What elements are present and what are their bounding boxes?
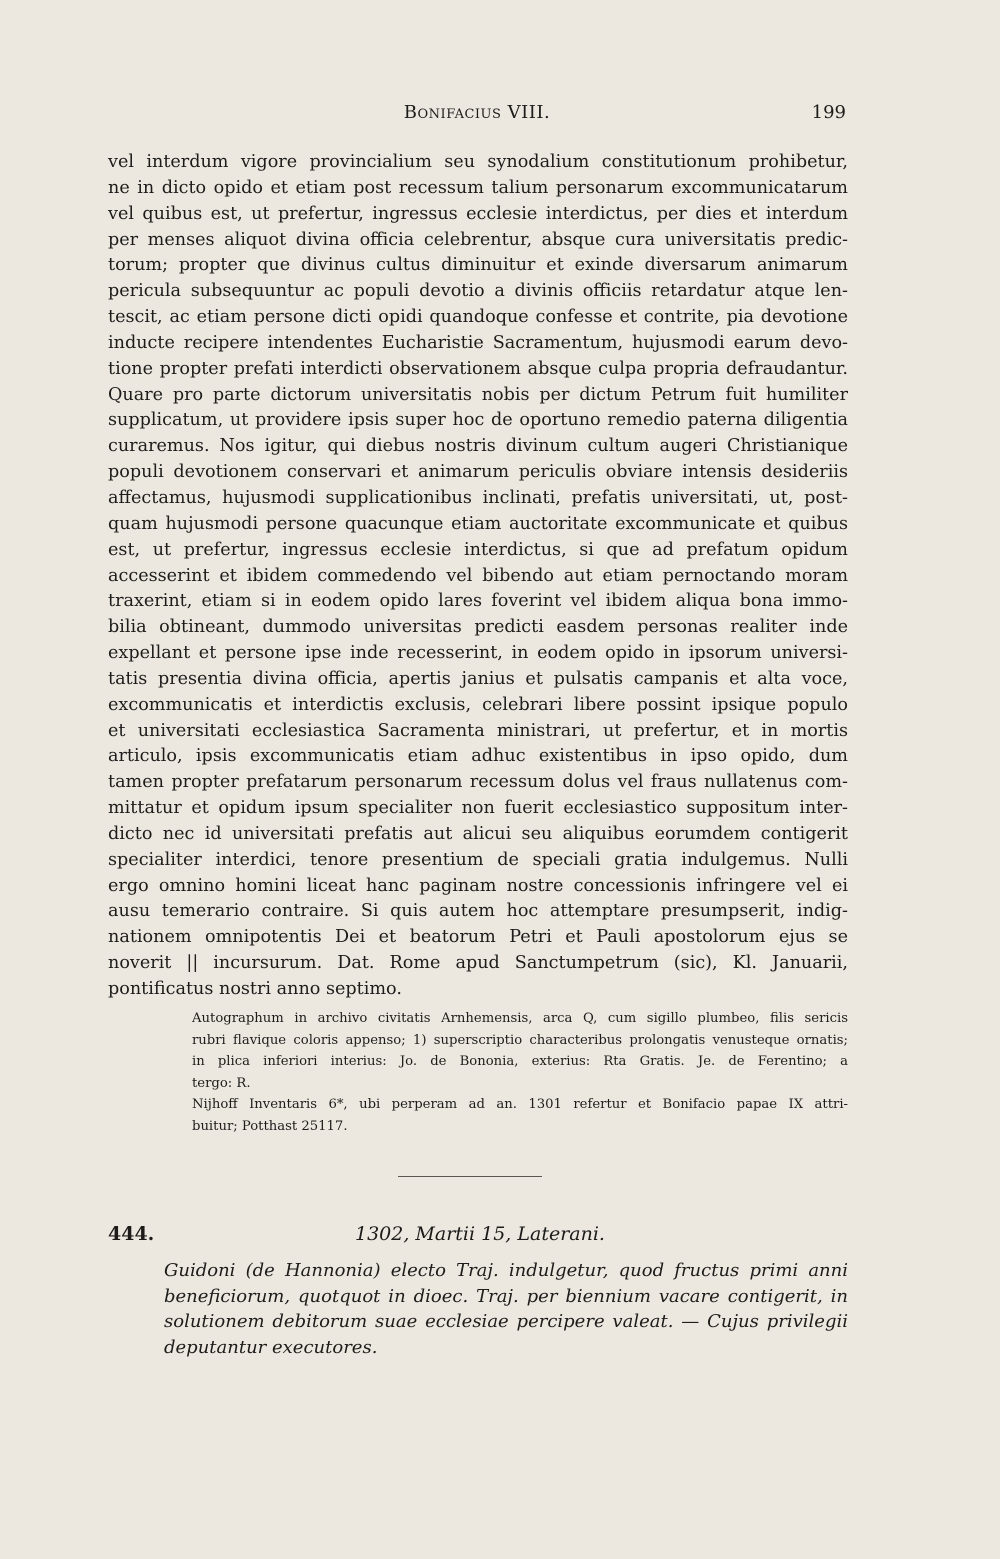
text-line: populi devotionem conservari et animarum periculis obviare intensis desideriis — [108, 462, 848, 483]
summary-line: solutionem debitorum suae ecclesiae percipere valeat. — Cujus privilegii — [164, 1311, 848, 1332]
text-line: pericula subsequuntur ac populi devotio a divinis officiis retardatur atque len- — [108, 281, 848, 302]
text-line: specialiter interdici, tenore presentium de speciali gratia indulgemus. Nulli — [108, 849, 848, 870]
text-line: vel interdum vigore provincialium seu synodalium constitutionum prohibetur, — [108, 152, 848, 172]
text-line: inducte recipere intendentes Eucharistie Sacramentum, hujusmodi earum devo- — [108, 332, 848, 353]
note-line: tergo: R. — [192, 1075, 251, 1091]
text-line: tatis presentia divina officia, apertis janius et pulsatis campanis et alta voce, — [108, 668, 848, 689]
text-line: ergo omnino homini liceat hanc paginam nostre concessionis infringere vel ei — [108, 875, 848, 896]
text-line: nationem omnipotentis Dei et beatorum Petri et Pauli apostolorum ejus se — [108, 927, 848, 948]
running-title: Bonifacius VIII. — [403, 102, 551, 123]
text-line: accesserint et ibidem commedendo vel bibendo aut etiam pernoctando moram — [108, 565, 848, 586]
text-line: Quare pro parte dictorum universitatis nobis per dictum Petrum fuit humiliter — [108, 384, 848, 405]
text-line: tione propter prefati interdicti observationem absque culpa propria defraudantur. — [108, 358, 848, 379]
text-line: tescit, ac etiam persone dicti opidi quandoque confesse et contrite, pia devotione — [108, 307, 848, 328]
note-line: in plica inferiori interius: Jo. de Bononia, exterius: Rta Gratis. Je. de Ferentino; a — [192, 1054, 848, 1069]
text-line: supplicatum, ut providere ipsis super hoc de oportuno remedio paterna diligentia — [108, 410, 848, 431]
charter-text — [108, 150, 848, 1003]
section-divider — [398, 1176, 542, 1177]
note-line: buitur; Potthast 25117. — [192, 1118, 348, 1134]
text-line: torum; propter que divinus cultus diminuitur et exinde diversarum animarum — [108, 255, 848, 276]
note-line: Nijhoff Inventaris 6*, ubi perperam ad an. 1301 refertur et Bonifacio papae IX attri- — [192, 1097, 848, 1112]
running-head — [108, 102, 846, 130]
text-line: curaremus. Nos igitur, qui diebus nostris divinum cultum augeri Christianique — [108, 436, 848, 457]
text-line: ausu temerario contraire. Si quis autem hoc attemptare presumpserit, indig- — [108, 901, 848, 922]
entry-summary — [164, 1258, 848, 1360]
text-line: mittatur et opidum ipsum specialiter non fuerit ecclesiastico suppositum inter- — [108, 798, 848, 819]
text-line: vel quibus est, ut prefertur, ingressus ecclesie interdictus, per dies et interdum — [108, 203, 848, 224]
source-notes — [192, 1008, 848, 1137]
note-line: rubri flavique coloris appenso; 1) superscriptio characteribus prolongatis venusteque ornatis; — [192, 1032, 848, 1048]
text-line: ne in dicto opido et etiam post recessum talium personarum excommunicatarum — [108, 177, 848, 198]
text-line: tamen propter prefatarum personarum recessum dolus vel fraus nullatenus com- — [108, 772, 848, 793]
text-line: affectamus, hujusmodi supplicationibus inclinati, prefatis universitati, ut, post- — [108, 487, 848, 508]
text-line: noverit || incursurum. Dat. Rome apud Sanctumpetrum (sic), Kl. Januarii, — [108, 953, 848, 974]
text-line: pontificatus nostri anno septimo. — [108, 979, 402, 999]
text-line: bilia obtineant, dummodo universitas predicti easdem personas realiter inde — [108, 617, 848, 638]
entry-number: 444. — [108, 1223, 155, 1245]
summary-line: beneficiorum, quotquot in dioec. Traj. per biennium vacare contigerit, in — [164, 1285, 848, 1307]
summary-line: deputantur executores. — [164, 1336, 378, 1358]
text-line: est, ut prefertur, ingressus ecclesie interdictus, si que ad prefatum opidum — [108, 539, 848, 560]
text-line: articulo, ipsis excommunicatis etiam adhuc existentibus in ipso opido, dum — [108, 746, 848, 767]
text-line: excommunicatis et interdictis exclusis, celebrari libere possint ipsique populo — [108, 694, 848, 715]
text-line: per menses aliquot divina officia celebrentur, absque cura universitatis predic- — [108, 229, 848, 250]
text-line: quam hujusmodi persone quacunque etiam auctoritate excommunicate et quibus — [108, 513, 848, 534]
text-line: dicto nec id universitati prefatis aut alicui seu aliquibus eorumdem contigerit — [108, 823, 848, 844]
summary-line: Guidoni (de Hannonia) electo Traj. indulgetur, quod fructus primi anni — [164, 1260, 848, 1281]
text-line: traxerint, etiam si in eodem opido lares foverint vel ibidem aliqua bona immo- — [108, 591, 848, 612]
note-line: Autographum in archivo civitatis Arnhemensis, arca Q, cum sigillo plumbeo, filis sericis — [192, 1011, 848, 1026]
entry-date: 1302, Martii 15, Laterani. — [355, 1223, 605, 1245]
page-number: 199 — [811, 102, 846, 123]
text-line: et universitati ecclesiastica Sacramenta ministrari, ut prefertur, et in mortis — [108, 720, 848, 741]
text-line: expellant et persone ipse inde recesserint, in eodem opido in ipsorum universi- — [108, 643, 848, 664]
